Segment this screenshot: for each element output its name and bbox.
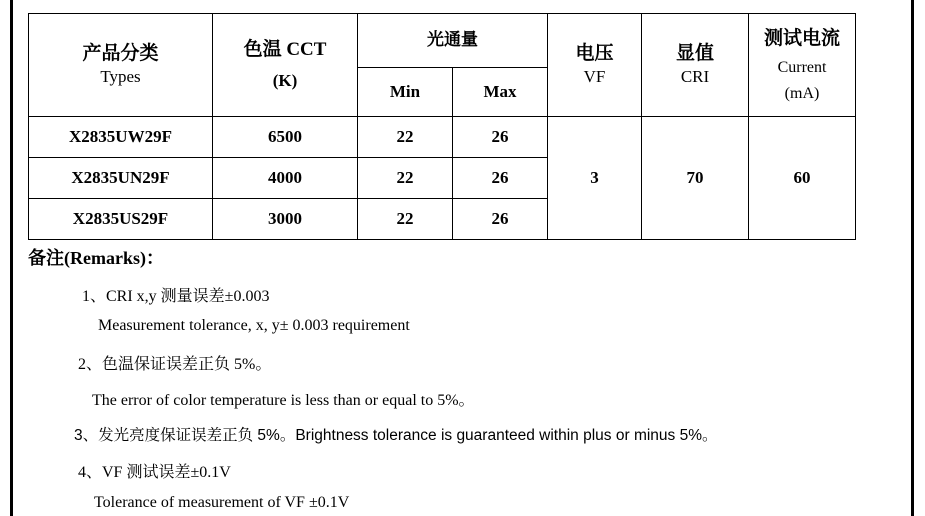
header-current-en: Current: [777, 59, 827, 77]
header-cct-zh: 色温 CCT: [243, 38, 327, 60]
cell-vf: 3: [548, 117, 642, 240]
header-types: [29, 14, 213, 117]
cell-cct: 6500: [213, 117, 358, 158]
header-current-unit: (mA): [784, 84, 820, 102]
header-flux-min: Min: [358, 68, 453, 117]
remark-2-en: The error of color temperature is less than or equal to 5%。: [92, 392, 475, 409]
remarks-title: 备注(Remarks)：: [28, 248, 164, 268]
header-cct-unit: (K): [272, 71, 298, 91]
remark-4-zh: 4、VF 测试误差±0.1V: [78, 464, 231, 481]
table-row: [29, 117, 856, 158]
header-cct: [213, 14, 358, 117]
cell-min: 22: [358, 199, 453, 240]
header-voltage: [548, 14, 642, 117]
header-types-en: Types: [100, 67, 141, 87]
cell-cri: 70: [642, 117, 749, 240]
header-flux-max: Max: [453, 68, 548, 117]
cell-max: 26: [453, 158, 548, 199]
header-cri-en: CRI: [680, 67, 710, 87]
cell-max: 26: [453, 199, 548, 240]
remark-1-zh: 1、CRI x,y 测量误差±0.003: [82, 288, 270, 305]
cell-type: X2835UN29F: [29, 158, 213, 199]
header-voltage-zh: 电压: [575, 42, 614, 64]
cell-cct: 3000: [213, 199, 358, 240]
cell-min: 22: [358, 158, 453, 199]
header-flux: 光通量: [358, 14, 548, 68]
header-voltage-en: VF: [583, 67, 606, 87]
header-cri: [642, 14, 749, 117]
page-border-right: [911, 0, 914, 516]
cell-type: X2835US29F: [29, 199, 213, 240]
cell-min: 22: [358, 117, 453, 158]
remark-2-zh: 2、色温保证误差正负 5%。: [78, 356, 272, 373]
cell-cct: 4000: [213, 158, 358, 199]
remark-1-en: Measurement tolerance, x, y± 0.003 requirement: [98, 317, 410, 334]
header-cri-zh: 显值: [675, 42, 714, 64]
spec-table: [28, 13, 856, 240]
header-current: [749, 14, 856, 117]
cell-type: X2835UW29F: [29, 117, 213, 158]
header-current-zh: 测试电流: [763, 27, 840, 49]
page-border-left: [10, 0, 13, 516]
cell-current: 60: [749, 117, 856, 240]
cell-max: 26: [453, 117, 548, 158]
remark-3: 3、发光亮度保证误差正负 5%。Brightness tolerance is guaranteed within plus or minus 5%。: [74, 427, 718, 444]
remark-4-en: Tolerance of measurement of VF ±0.1V: [94, 494, 350, 511]
header-types-zh: 产品分类: [82, 42, 159, 64]
